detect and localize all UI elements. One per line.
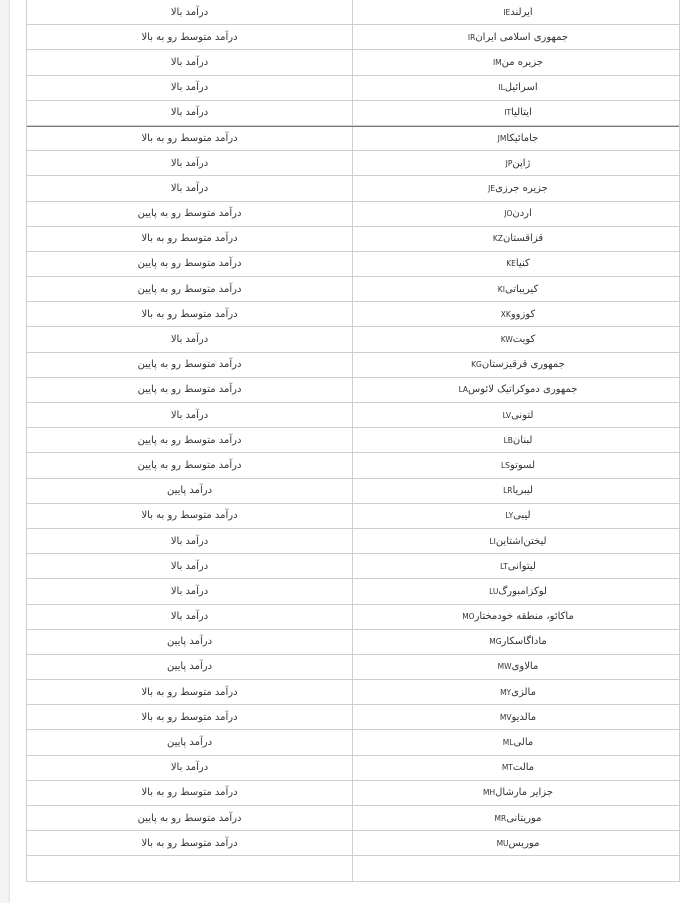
country-cell [353,756,679,780]
country-name: لیتوانی [507,560,536,572]
country-code: KG [471,360,482,370]
country-name: موریتانی [506,812,542,824]
country-cell [353,227,679,251]
country-cell [353,529,679,553]
country-cell [353,378,679,402]
country-code: IR [467,32,476,42]
country-cell [353,202,679,226]
country-name: مالدیو [511,711,537,723]
table-row [27,730,679,755]
country-code: MG [489,637,502,647]
income-cell: درآمد پایین [27,479,353,503]
country-name: اردن [512,208,532,220]
income-cell: درآمد بالا [27,176,353,200]
country-name: مالت [512,762,535,774]
table-row [27,327,679,352]
country-code: JP [505,158,513,168]
income-cell: درآمد بالا [27,756,353,780]
country-name: جزایر مارشال [495,787,554,799]
country-cell [353,252,679,276]
country-code: LU [489,586,499,596]
table-row [27,579,679,604]
country-cell [353,705,679,729]
country-code: LB [503,435,513,445]
country-code: LS [500,460,510,470]
country-name: اسرائیل [504,82,538,94]
table-row [27,680,679,705]
country-name: مالزی [511,686,536,698]
income-cell: درآمد متوسط رو به بالا [27,680,353,704]
country-name: قزاقستان [502,233,544,245]
country-code: MU [496,838,509,848]
income-cell: درآمد پایین [27,655,353,679]
income-cell: درآمد متوسط رو به پایین [27,378,353,402]
income-cell: درآمد بالا [27,151,353,175]
country-code: IE [503,7,511,17]
country-name: کیریباتی [504,283,539,295]
country-name: جمهوری قرقیزستان [481,359,565,371]
income-cell: درآمد بالا [27,554,353,578]
income-cell: درآمد متوسط رو به بالا [27,25,353,49]
country-code: MT [501,763,513,773]
document-page [10,0,687,903]
country-name: کوزوو [510,308,536,320]
country-cell [353,504,679,528]
income-table [26,0,680,882]
income-cell: درآمد متوسط رو به بالا [27,127,353,150]
country-cell [353,302,679,326]
country-name: کویت [512,334,536,346]
table-row [27,126,679,151]
country-cell [353,781,679,805]
country-cell [353,127,679,150]
country-cell [353,680,679,704]
table-row [27,176,679,201]
country-code: MW [497,662,512,672]
country-cell [353,655,679,679]
country-cell [353,0,679,24]
income-cell: درآمد بالا [27,0,353,24]
country-cell [353,353,679,377]
income-cell: درآمد بالا [27,101,353,125]
country-name: لوکزامبورگ [498,585,547,597]
table-row [27,403,679,428]
country-code: LI [489,536,496,546]
table-row [27,806,679,831]
income-cell: درآمد متوسط رو به پایین [27,202,353,226]
income-cell: درآمد پایین [27,630,353,654]
income-cell: درآمد متوسط رو به بالا [27,831,353,855]
income-cell [27,856,353,880]
country-name: جمهوری اسلامی ایران [475,31,569,43]
country-cell [353,453,679,477]
country-cell [353,176,679,200]
table-row [27,101,679,126]
country-code: LR [503,486,513,496]
country-code: KW [500,335,513,345]
table-row [27,453,679,478]
income-cell: درآمد متوسط رو به پایین [27,277,353,301]
income-cell: درآمد متوسط رو به پایین [27,252,353,276]
country-name: جمهوری دموکراتیک لائوس [468,384,578,396]
country-code: LV [502,410,512,420]
table-row [27,277,679,302]
income-cell: درآمد بالا [27,327,353,351]
income-cell: درآمد بالا [27,50,353,74]
country-code: XK [500,309,511,319]
income-cell: درآمد متوسط رو به بالا [27,504,353,528]
country-code: LT [500,561,508,571]
table-row [27,605,679,630]
table-row [27,655,679,680]
country-cell [353,50,679,74]
country-code: IT [504,108,512,118]
country-cell [353,327,679,351]
country-cell [353,25,679,49]
country-code: LA [458,385,469,395]
country-cell [353,579,679,603]
table-row [27,202,679,227]
table-row [27,302,679,327]
country-cell [353,151,679,175]
country-cell [353,76,679,100]
table-row [27,378,679,403]
country-cell [353,403,679,427]
country-code: JE [488,183,496,193]
table-row [27,856,679,881]
country-name: جزیره جرزی [495,182,548,194]
country-code: MO [462,612,475,622]
country-name: جزیره من [501,56,544,68]
table-row [27,705,679,730]
country-code: MV [499,712,512,722]
country-name: ماداگاسکار [501,636,547,648]
country-cell [353,806,679,830]
table-row [27,151,679,176]
country-code: IM [492,57,502,67]
country-code: MR [494,813,507,823]
table-row [27,227,679,252]
country-name: جامائیکا [506,133,539,145]
income-cell: درآمد متوسط رو به بالا [27,705,353,729]
country-name: موریس [508,837,540,849]
country-name: لیبی [513,510,531,522]
country-name: ماکائو، منطقه خودمختار [474,611,574,623]
country-code: MH [483,788,496,798]
income-cell: درآمد بالا [27,605,353,629]
table-row [27,252,679,277]
country-cell [353,428,679,452]
country-name: ایرلند [510,6,533,18]
country-cell [353,730,679,754]
table-row [27,630,679,655]
country-name: لسوتو [509,459,536,471]
country-code: KE [506,259,516,269]
country-cell [353,479,679,503]
table-row [27,0,679,25]
table-row [27,25,679,50]
country-code: LY [505,511,514,521]
country-code: ML [502,738,514,748]
table-row [27,529,679,554]
table-row [27,756,679,781]
country-name: لبنان [512,434,533,446]
income-cell: درآمد متوسط رو به پایین [27,806,353,830]
country-name: ایتالیا [511,107,532,119]
table-row [27,428,679,453]
country-cell [353,605,679,629]
country-name: لیبریا [512,485,533,497]
country-name: ژاپن [512,157,531,169]
country-cell [353,554,679,578]
income-cell: درآمد متوسط رو به پایین [27,353,353,377]
income-cell: درآمد بالا [27,76,353,100]
table-row [27,781,679,806]
country-code: JO [504,209,513,219]
country-cell [353,831,679,855]
country-code: IL [498,83,505,93]
income-cell: درآمد بالا [27,403,353,427]
country-name: مالی [513,737,534,749]
table-row [27,76,679,101]
income-cell: درآمد متوسط رو به بالا [27,227,353,251]
income-cell: درآمد متوسط رو به بالا [27,302,353,326]
country-name: لیختن‌اشتاین [495,535,547,547]
table-row [27,50,679,75]
table-row [27,831,679,856]
income-cell: درآمد بالا [27,579,353,603]
table-row [27,479,679,504]
country-cell [353,630,679,654]
income-cell: درآمد بالا [27,529,353,553]
country-code: KI [497,284,505,294]
table-row [27,554,679,579]
country-code: MY [500,687,512,697]
income-cell: درآمد متوسط رو به بالا [27,781,353,805]
income-cell: درآمد متوسط رو به پایین [27,428,353,452]
country-name: لتونی [511,409,534,421]
country-code: JM [497,134,507,144]
table-row [27,353,679,378]
table-row [27,504,679,529]
country-cell [353,277,679,301]
income-cell: درآمد متوسط رو به پایین [27,453,353,477]
country-cell [353,856,679,880]
country-cell [353,101,679,125]
country-name: کنیا [515,258,530,270]
income-cell: درآمد پایین [27,730,353,754]
country-code: KZ [492,234,503,244]
country-name: مالاوی [511,661,539,673]
